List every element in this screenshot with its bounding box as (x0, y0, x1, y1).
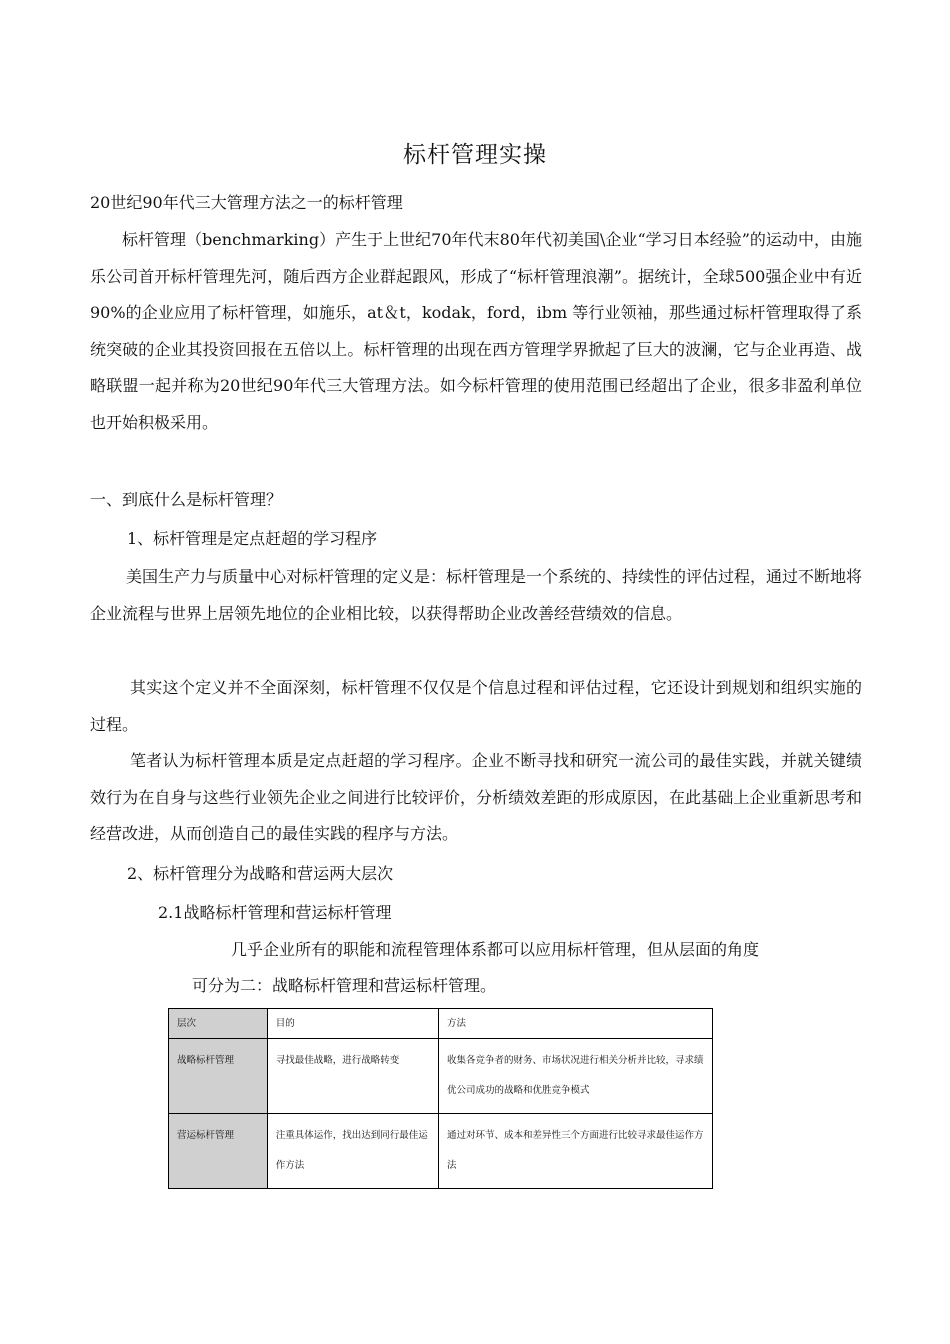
table-cell-level: 营运标杆管理 (169, 1114, 268, 1189)
sub1-heading: 1、标杆管理是定点赶超的学习程序 (127, 529, 378, 548)
table-cell-purpose: 注重具体运作，找出达到同行最佳运作方法 (267, 1114, 438, 1189)
sub21-heading: 2.1战略标杆管理和营运标杆管理 (158, 903, 392, 922)
sub21-text-line-2: 可分为二：战略标杆管理和营运标杆管理。 (192, 976, 497, 995)
table-header-row (169, 1009, 713, 1039)
benchmark-levels-table (168, 1008, 713, 1189)
table-row (169, 1039, 713, 1114)
table-header-cell: 目的 (267, 1009, 438, 1039)
table-cell-method: 收集各竞争者的财务、市场状况进行相关分析并比较，寻求绩优公司成功的战略和优胜竞争模式 (438, 1039, 712, 1114)
table-cell-method: 通过对环节、成本和差异性三个方面进行比较寻求最佳运作方法 (438, 1114, 712, 1189)
document-subtitle: 20世纪90年代三大管理方法之一的标杆管理 (90, 193, 403, 212)
sub1-paragraph-3: 笔者认为标杆管理本质是定点赶超的学习程序。企业不断寻找和研究一流公司的最佳实践，并就关键绩效行为在自身与这些行业领先企业之间进行比较评价，分析绩效差距的形成原因，在此基础上企业重新思考和经营改进，从而创造自己的最佳实践的程序与方法。 (90, 751, 862, 843)
table-row (169, 1114, 713, 1189)
table-header-cell: 层次 (169, 1009, 268, 1039)
intro-paragraph: 标杆管理（benchmarking）产生于上世纪70年代末80年代初美国\企业“学习日本经验”的运动中，由施乐公司首开标杆管理先河，随后西方企业群起跟风，形成了“标杆管理浪潮”。据统计，全球500强企业中有近90%的企业应用了标杆管理，如施乐，at＆t，kodak，ford，ibm 等行业领袖，那些通过标杆管理取得了系统突破的企业其投资回报在五倍以上。标杆管理的出现在西方管理学界掀起了巨大的波澜，它与企业再造、战略联盟一起并称为20世纪90年代三大管理方法。如今标杆管理的使用范围已经超出了企业，很多非盈利单位也开始积极采用。 (90, 230, 862, 432)
sub21-text-line-1: 几乎企业所有的职能和流程管理体系都可以应用标杆管理，但从层面的角度 (231, 940, 760, 959)
section1-heading: 一、到底什么是标杆管理？ (90, 490, 283, 509)
document-title: 标杆管理实操 (403, 142, 547, 168)
table-header-cell: 方法 (438, 1009, 712, 1039)
table-cell-purpose: 寻找最佳战略，进行战略转变 (267, 1039, 438, 1114)
sub1-paragraph-2: 其实这个定义并不全面深刻，标杆管理不仅仅是个信息过程和评估过程，它还设计到规划和组织实施的过程。 (90, 678, 862, 734)
table-cell-level: 战略标杆管理 (169, 1039, 268, 1114)
sub1-paragraph-1: 美国生产力与质量中心对标杆管理的定义是：标杆管理是一个系统的、持续性的评估过程，通过不断地将企业流程与世界上居领先地位的企业相比较，以获得帮助企业改善经营绩效的信息。 (90, 567, 863, 623)
sub2-heading: 2、标杆管理分为战略和营运两大层次 (127, 864, 394, 883)
